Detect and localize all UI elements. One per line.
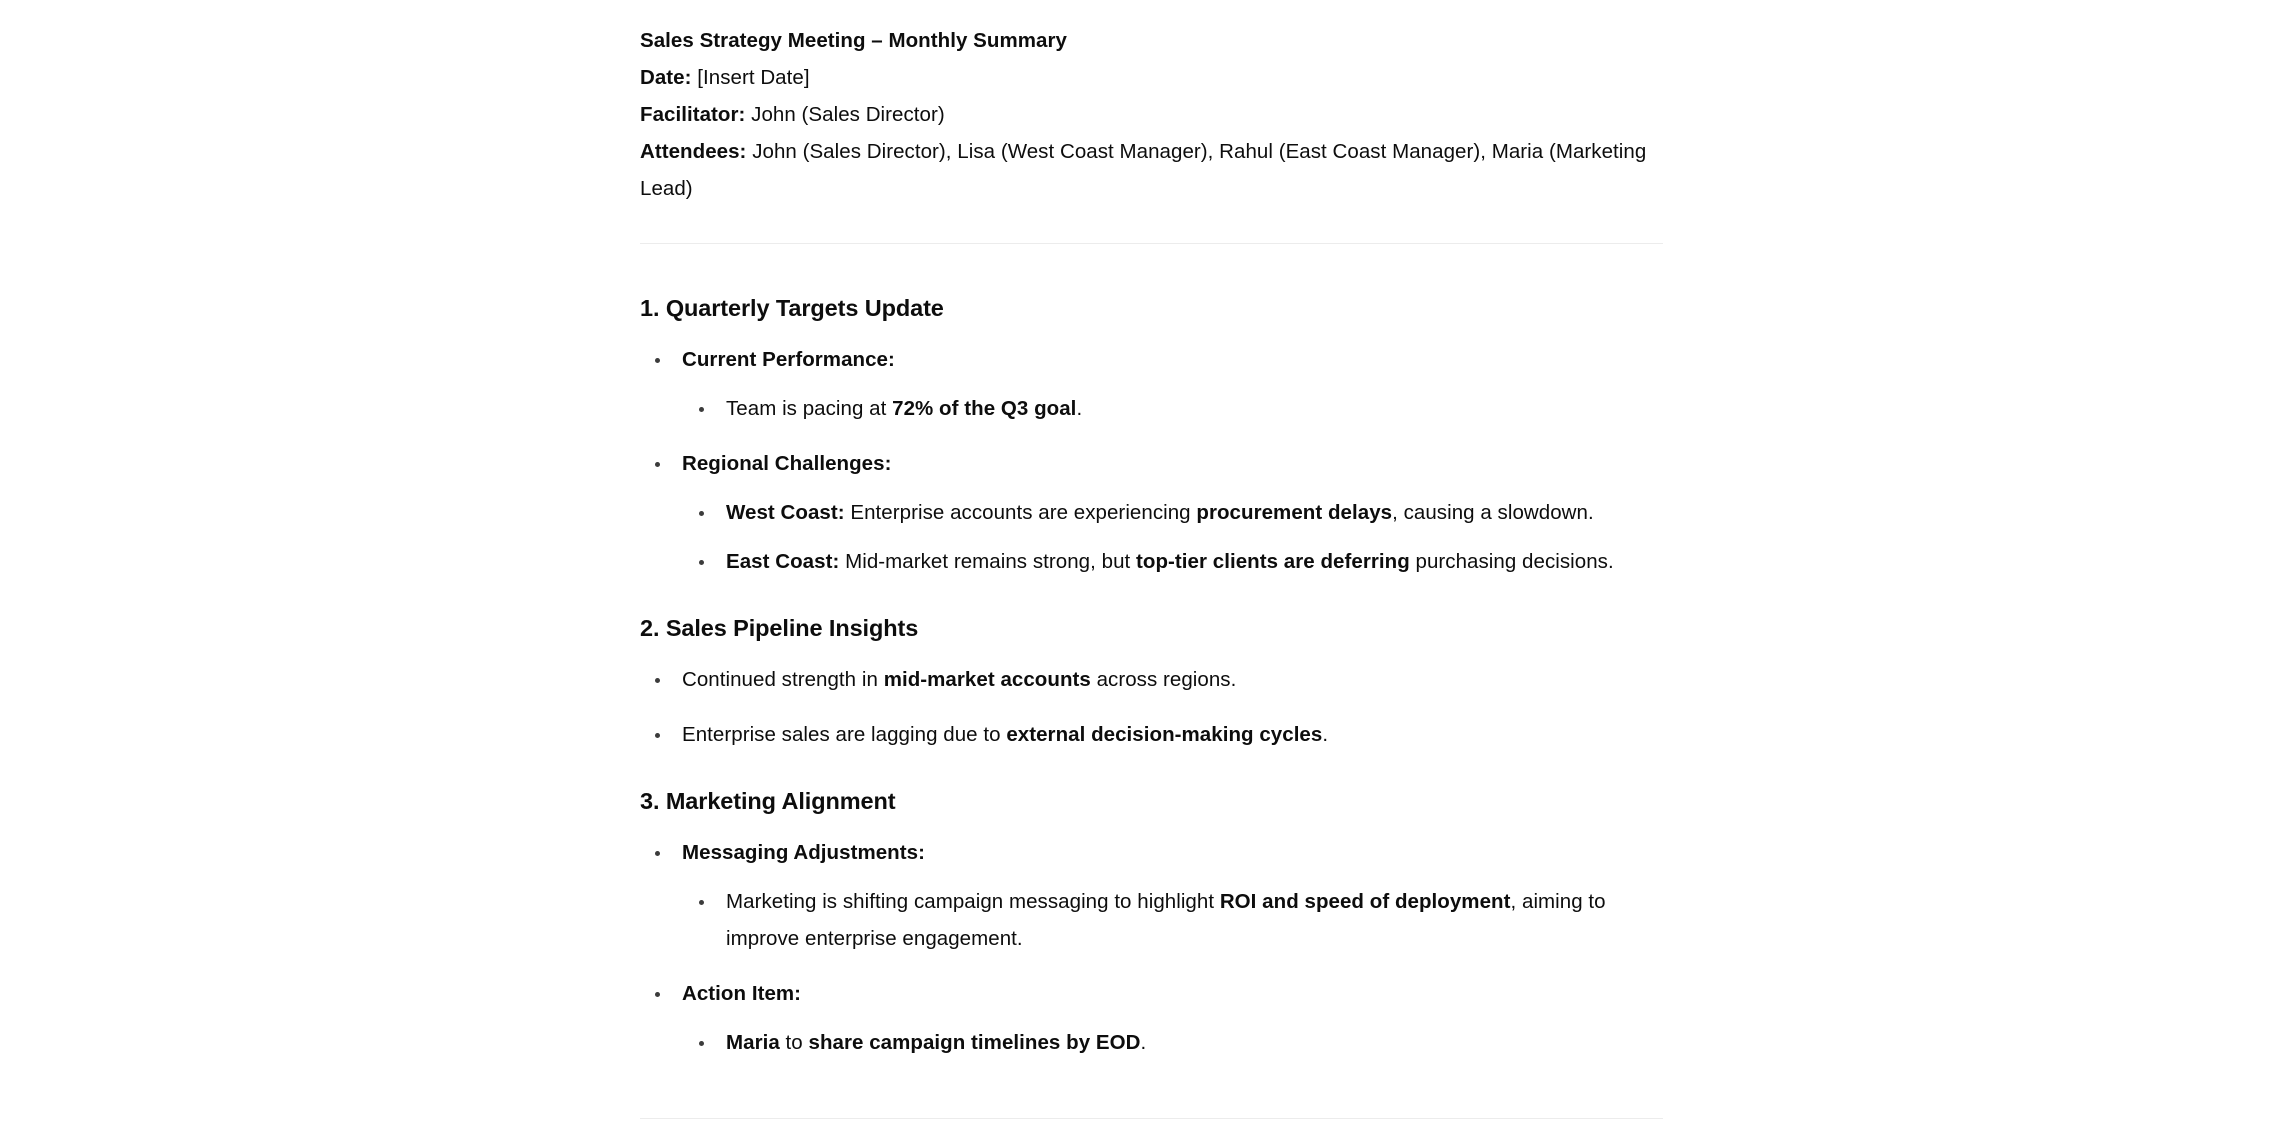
list-item — [640, 716, 1666, 753]
sub-list-item — [682, 494, 1666, 531]
list-item-label: Action Item: — [682, 982, 802, 1005]
document-body — [640, 0, 1666, 1119]
sub-list-item — [682, 543, 1666, 580]
meta-label-attendees: Attendees: — [640, 140, 747, 163]
sub-list — [682, 390, 1666, 427]
sub-list-item-label: East Coast: Mid-market remains strong, but top-tier clients are deferring purchasing decisions. — [726, 550, 1614, 573]
list-item-label: Enterprise sales are lagging due to external decision-making cycles. — [682, 723, 1329, 746]
section-list — [640, 834, 1666, 1061]
list-item — [640, 341, 1666, 427]
section-list — [640, 661, 1666, 753]
document-title — [640, 22, 1666, 59]
section-sales-pipeline-insights — [640, 613, 1666, 753]
meta-value-facilitator: John (Sales Director) — [751, 103, 945, 126]
sub-list — [682, 1024, 1666, 1061]
meta-label-date: Date: — [640, 66, 692, 89]
sub-list-item — [682, 883, 1666, 957]
sub-list-item-label: Maria to share campaign timelines by EOD. — [726, 1031, 1147, 1054]
divider-bottom — [640, 1118, 1663, 1119]
meta-row-date — [640, 59, 1666, 96]
list-item — [640, 445, 1666, 580]
section-heading: 1. Quarterly Targets Update — [640, 295, 944, 321]
meta-row-attendees — [640, 133, 1666, 207]
list-item-label: Current Performance: — [682, 348, 895, 371]
section-list — [640, 341, 1666, 580]
sub-list-item-label: Marketing is shifting campaign messaging to highlight ROI and speed of deployment, aiming to improve enterprise engagement. — [726, 890, 1606, 950]
document-title-text: Sales Strategy Meeting – Monthly Summary — [640, 29, 1067, 52]
section-heading: 2. Sales Pipeline Insights — [640, 615, 919, 641]
section-marketing-alignment — [640, 786, 1666, 1061]
sub-list-item — [682, 1024, 1666, 1061]
list-item — [640, 661, 1666, 698]
list-item-label: Continued strength in mid-market accounts across regions. — [682, 668, 1237, 691]
sub-list-item-label: West Coast: Enterprise accounts are experiencing procurement delays, causing a slowdown. — [726, 501, 1594, 524]
section-heading: 3. Marketing Alignment — [640, 788, 896, 814]
meta-row-facilitator — [640, 96, 1666, 133]
list-item — [640, 834, 1666, 957]
divider-top — [640, 243, 1663, 244]
list-item-label: Messaging Adjustments: — [682, 841, 925, 864]
section-quarterly-targets-update — [640, 293, 1666, 580]
sub-list — [682, 494, 1666, 580]
sub-list-item-label: Team is pacing at 72% of the Q3 goal. — [726, 397, 1083, 420]
sub-list-item — [682, 390, 1666, 427]
list-item — [640, 975, 1666, 1061]
meta-value-attendees: John (Sales Director), Lisa (West Coast Manager), Rahul (East Coast Manager), Maria (Marketing Lead) — [640, 140, 1647, 200]
meta-value-date: [Insert Date] — [697, 66, 810, 89]
meta-label-facilitator: Facilitator: — [640, 103, 746, 126]
meeting-header — [640, 0, 1666, 207]
sub-list — [682, 883, 1666, 957]
list-item-label: Regional Challenges: — [682, 452, 892, 475]
